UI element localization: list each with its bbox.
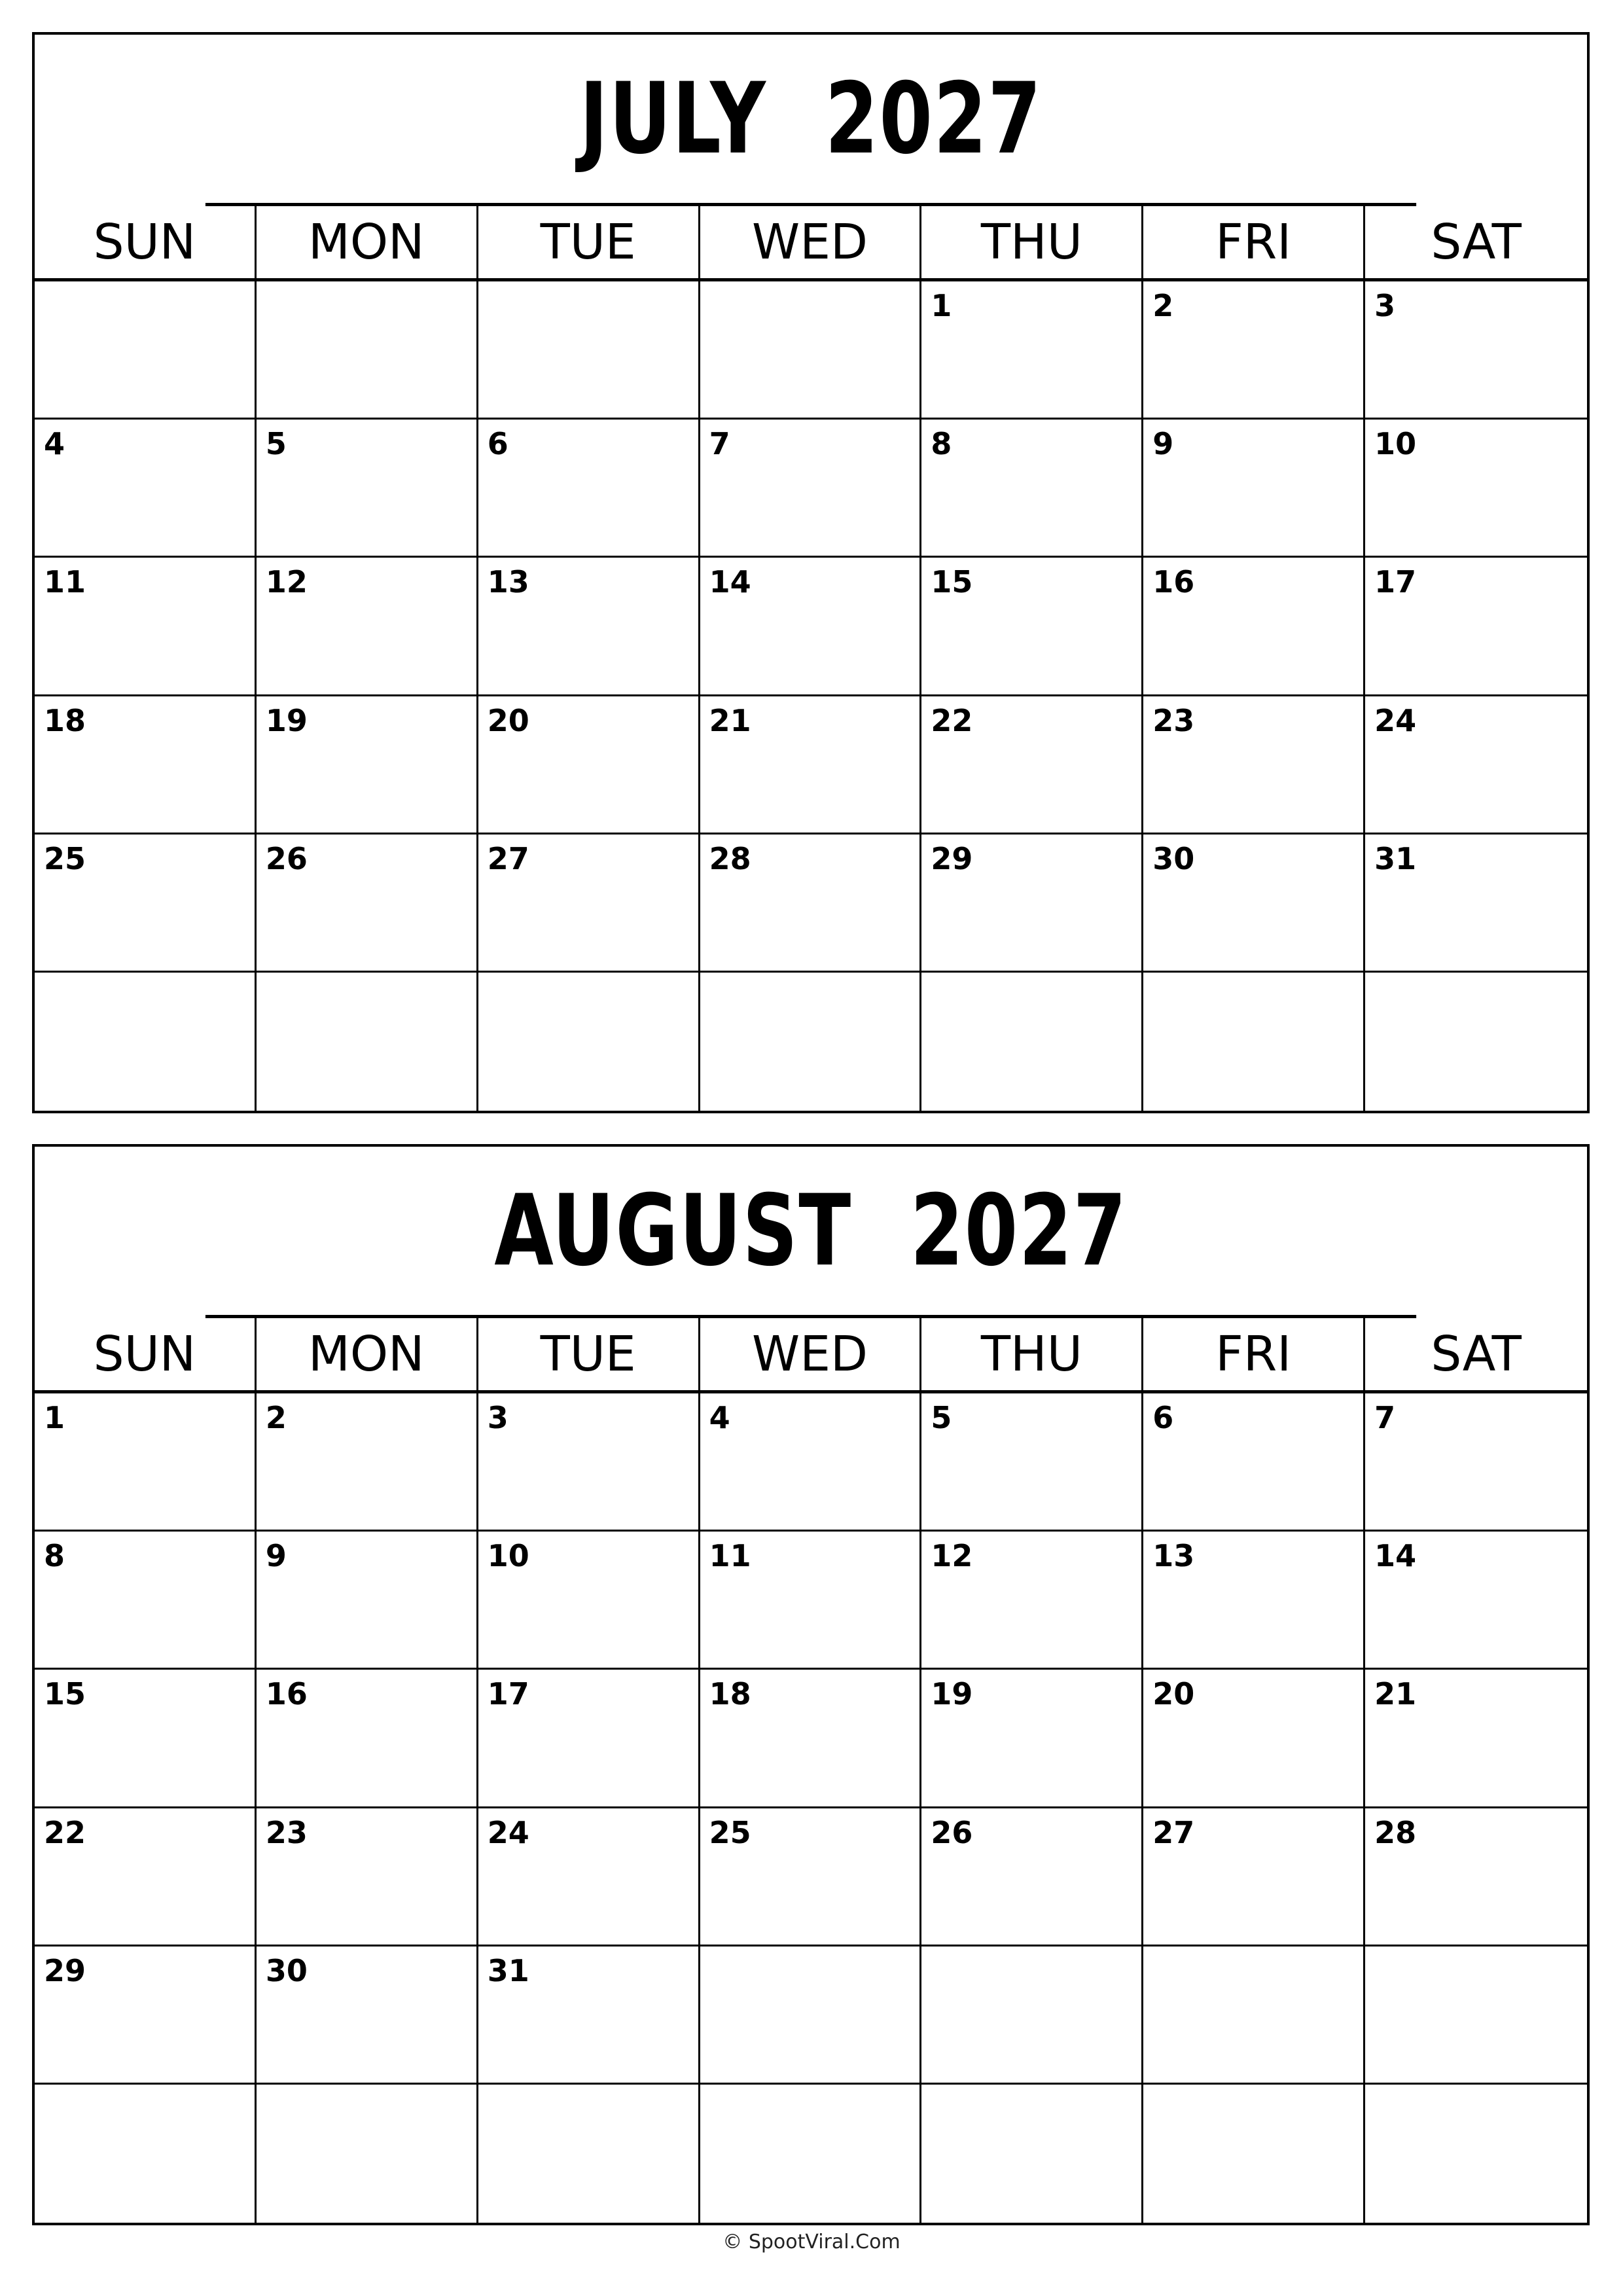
day-number: 16 (265, 1676, 308, 1712)
day-cell (1143, 1532, 1365, 1670)
day-number: 21 (709, 702, 751, 738)
day-cell (478, 420, 700, 558)
day-cell (700, 2085, 922, 2223)
day-cell (1365, 1532, 1587, 1670)
day-cell (478, 1393, 700, 1532)
day-cell (35, 1532, 257, 1670)
day-number: 8 (44, 1538, 65, 1574)
day-cell (1365, 1670, 1587, 1808)
day-cell (257, 696, 478, 834)
day-cell (921, 1393, 1143, 1532)
weekday-header-row (35, 206, 1587, 281)
day-cell (478, 281, 700, 420)
day-number: 23 (1152, 702, 1195, 738)
day-cell (700, 834, 922, 973)
weekday-header-row (35, 1318, 1587, 1393)
day-number: 15 (931, 564, 973, 600)
day-number: 30 (1152, 840, 1195, 876)
weekday-fri: FRI (1143, 206, 1365, 278)
day-cell (1143, 834, 1365, 973)
day-cell (1143, 2085, 1365, 2223)
day-number: 1 (931, 288, 952, 323)
day-cell (1143, 1670, 1365, 1808)
day-cell (35, 834, 257, 973)
day-number: 9 (265, 1538, 287, 1574)
day-cell (478, 696, 700, 834)
day-cell (257, 1808, 478, 1946)
day-number: 21 (1374, 1676, 1417, 1712)
day-cell (35, 1808, 257, 1946)
day-number: 20 (1152, 1676, 1195, 1712)
weekday-tue: TUE (478, 1318, 700, 1390)
weekday-sat: SAT (1431, 214, 1522, 270)
day-grid (35, 1393, 1587, 2223)
day-number: 18 (709, 1676, 751, 1712)
day-cell (1143, 420, 1365, 558)
day-number: 26 (931, 1814, 973, 1850)
day-number: 9 (1152, 426, 1174, 462)
day-cell (921, 834, 1143, 973)
day-number: 28 (1374, 1814, 1417, 1850)
day-number: 12 (931, 1538, 973, 1574)
day-cell (478, 558, 700, 696)
day-cell (478, 834, 700, 973)
day-cell (921, 1670, 1143, 1808)
day-cell (35, 1946, 257, 2085)
day-cell (478, 1946, 700, 2085)
day-cell (257, 1670, 478, 1808)
day-number: 24 (1374, 702, 1417, 738)
day-cell (35, 1393, 257, 1532)
weekday-thu: THU (921, 1318, 1143, 1390)
day-number: 23 (265, 1814, 308, 1850)
day-cell (478, 2085, 700, 2223)
day-cell (1143, 1393, 1365, 1532)
day-cell (257, 973, 478, 1111)
day-cell (35, 1670, 257, 1808)
day-number: 2 (265, 1400, 287, 1435)
calendar-title: JULY 2027 (205, 35, 1416, 206)
day-number: 31 (1374, 840, 1417, 876)
day-cell (257, 834, 478, 973)
day-cell (921, 2085, 1143, 2223)
day-cell (1365, 281, 1587, 420)
day-cell (1143, 281, 1365, 420)
day-number: 4 (44, 426, 65, 462)
day-cell (1143, 558, 1365, 696)
calendar-title: AUGUST 2027 (205, 1147, 1416, 1318)
day-cell (921, 1946, 1143, 2085)
day-cell (921, 558, 1143, 696)
day-number: 19 (265, 702, 308, 738)
day-number: 28 (709, 840, 751, 876)
day-number: 4 (709, 1400, 730, 1435)
day-cell (478, 973, 700, 1111)
day-cell (1365, 696, 1587, 834)
day-number: 17 (487, 1676, 529, 1712)
weekday-tue: TUE (478, 206, 700, 278)
day-cell (1143, 696, 1365, 834)
day-number: 2 (1152, 288, 1174, 323)
day-number: 6 (1152, 1400, 1174, 1435)
day-number: 25 (44, 840, 86, 876)
day-number: 16 (1152, 564, 1195, 600)
weekday-wed: WED (700, 1318, 922, 1390)
day-cell (35, 2085, 257, 2223)
weekday-thu: THU (921, 206, 1143, 278)
day-number: 24 (487, 1814, 529, 1850)
day-cell (1365, 420, 1587, 558)
day-cell (700, 973, 922, 1111)
day-number: 3 (1374, 288, 1396, 323)
day-number: 6 (487, 426, 508, 462)
day-cell (700, 1808, 922, 1946)
day-number: 14 (709, 564, 751, 600)
weekday-fri: FRI (1143, 1318, 1365, 1390)
day-number: 13 (487, 564, 529, 600)
day-number: 30 (265, 1952, 308, 1988)
day-number: 29 (44, 1952, 86, 1988)
day-cell (478, 1532, 700, 1670)
day-cell (1143, 1946, 1365, 2085)
day-cell (478, 1808, 700, 1946)
day-cell (35, 420, 257, 558)
day-cell (35, 696, 257, 834)
weekday-mon: MON (257, 1318, 478, 1390)
day-number: 7 (1374, 1400, 1396, 1435)
day-cell (921, 1532, 1143, 1670)
day-number: 11 (44, 564, 86, 600)
day-cell (257, 420, 478, 558)
day-cell (700, 1670, 922, 1808)
weekday-wed: WED (700, 206, 922, 278)
august-calendar (32, 1144, 1590, 2225)
day-cell (1143, 973, 1365, 1111)
day-cell (35, 558, 257, 696)
day-cell (1365, 1808, 1587, 1946)
day-cell (35, 973, 257, 1111)
day-number: 25 (709, 1814, 751, 1850)
day-cell (921, 1808, 1143, 1946)
day-number: 5 (931, 1400, 952, 1435)
day-number: 19 (931, 1676, 973, 1712)
day-cell (257, 2085, 478, 2223)
july-calendar (32, 32, 1590, 1113)
day-number: 18 (44, 702, 86, 738)
day-cell (478, 1670, 700, 1808)
day-cell (35, 281, 257, 420)
day-cell (257, 1946, 478, 2085)
day-number: 22 (44, 1814, 86, 1850)
day-cell (1365, 1946, 1587, 2085)
day-cell (700, 1946, 922, 2085)
day-cell (921, 281, 1143, 420)
day-number: 8 (931, 426, 952, 462)
day-cell (1365, 1393, 1587, 1532)
day-cell (921, 696, 1143, 834)
day-cell (700, 696, 922, 834)
weekday-sun: SUN (35, 206, 257, 278)
day-number: 22 (931, 702, 973, 738)
day-cell (700, 1532, 922, 1670)
day-cell (257, 1532, 478, 1670)
day-number: 14 (1374, 1538, 1417, 1574)
day-cell (921, 420, 1143, 558)
day-number: 31 (487, 1952, 529, 1988)
day-number: 26 (265, 840, 308, 876)
day-cell (700, 1393, 922, 1532)
day-number: 17 (1374, 564, 1417, 600)
day-number: 10 (487, 1538, 529, 1574)
day-cell (1365, 2085, 1587, 2223)
day-number: 20 (487, 702, 529, 738)
day-number: 10 (1374, 426, 1417, 462)
weekday-sat: SAT (1431, 1326, 1522, 1382)
day-number: 29 (931, 840, 973, 876)
day-grid (35, 281, 1587, 1111)
weekday-sun: SUN (35, 1318, 257, 1390)
day-cell (257, 558, 478, 696)
day-number: 3 (487, 1400, 508, 1435)
day-cell (700, 420, 922, 558)
day-number: 15 (44, 1676, 86, 1712)
day-cell (921, 973, 1143, 1111)
day-cell (1365, 834, 1587, 973)
day-number: 27 (487, 840, 529, 876)
day-cell (1365, 973, 1587, 1111)
day-cell (257, 281, 478, 420)
day-cell (257, 1393, 478, 1532)
day-number: 5 (265, 426, 287, 462)
day-number: 11 (709, 1538, 751, 1574)
day-cell (700, 281, 922, 420)
day-number: 27 (1152, 1814, 1195, 1850)
day-number: 13 (1152, 1538, 1195, 1574)
day-number: 12 (265, 564, 308, 600)
copyright-footer: © SpootViral.Com (722, 2231, 901, 2253)
day-cell (1143, 1808, 1365, 1946)
weekday-mon: MON (257, 206, 478, 278)
day-cell (700, 558, 922, 696)
day-number: 1 (44, 1400, 65, 1435)
day-cell (1365, 558, 1587, 696)
day-number: 7 (709, 426, 730, 462)
